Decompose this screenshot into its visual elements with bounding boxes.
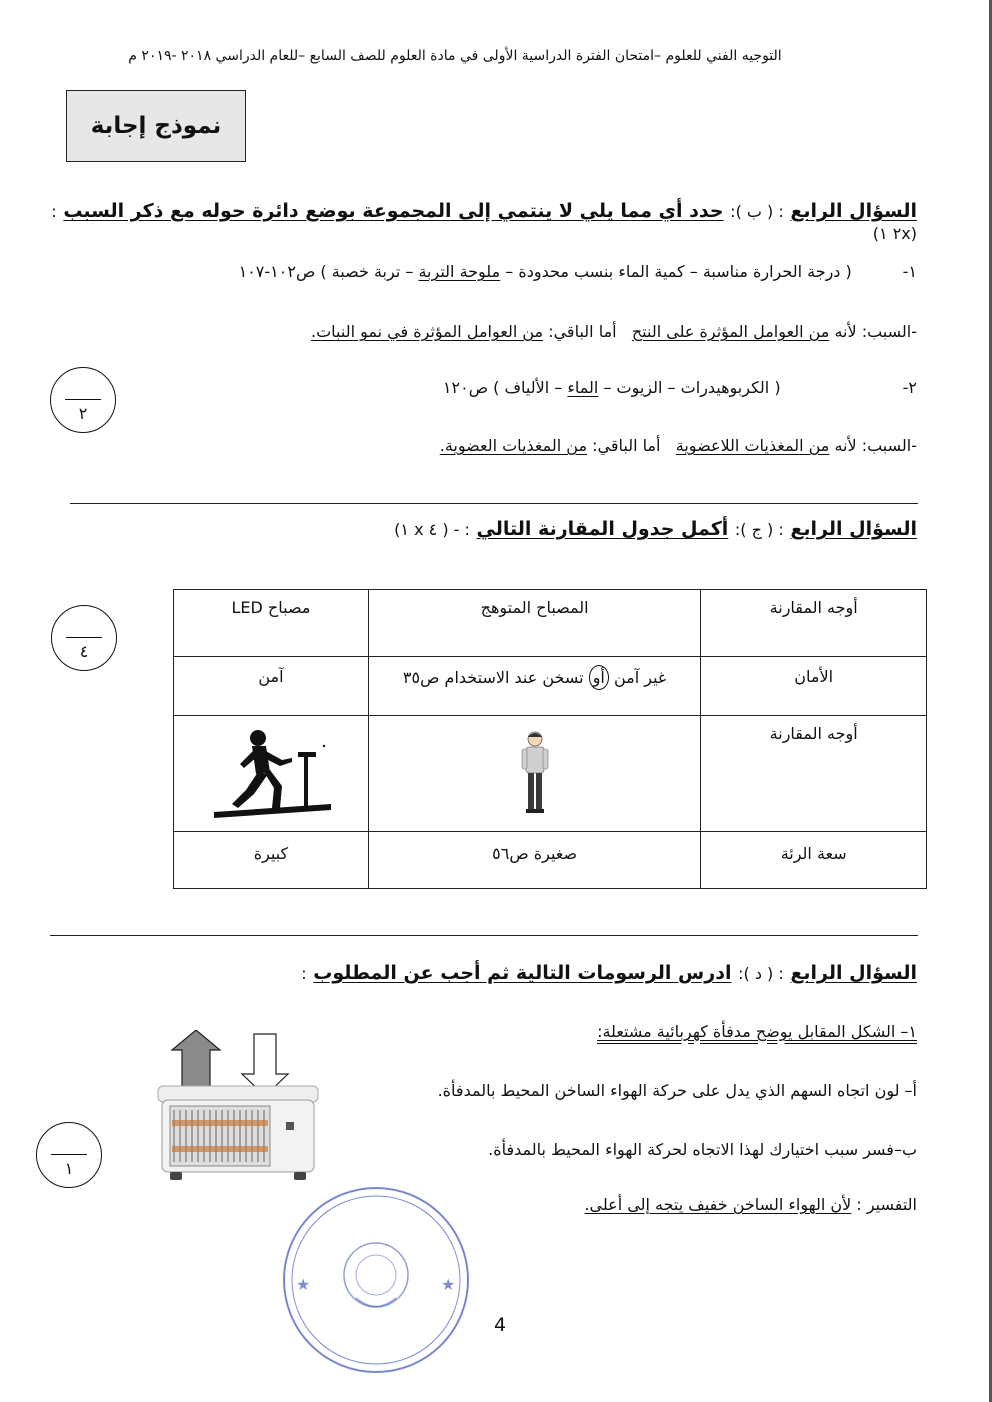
reason-answer: من العوامل المؤثرة على النتح — [631, 322, 830, 341]
score-circle-b — [50, 367, 116, 433]
table-cell — [368, 716, 700, 832]
svg-text:★: ★ — [296, 1275, 311, 1294]
item-text: ١– الشكل المقابل يوضح مدفأة كهربائية مشتعلة: — [597, 1022, 917, 1041]
item-number: ٢- — [902, 378, 917, 397]
question-tag: : ( د ): — [738, 964, 784, 983]
explanation-label: التفسير : — [856, 1195, 917, 1214]
page-number: 4 — [493, 1314, 507, 1336]
table-cell — [174, 716, 369, 832]
reason-answer-2: من المغذيات العضوية. — [439, 436, 588, 455]
table-cell — [368, 657, 700, 716]
score-value: ١ — [64, 1159, 74, 1178]
reason-mid: أما الباقي: — [548, 322, 617, 341]
item-d-b: ب–فسر سبب اختيارك لهذا الاتجاه لحركة الهواء المحيط بالمدفأة. — [488, 1140, 917, 1159]
question-c-title — [40, 518, 917, 540]
question-instruction: أكمل جدول المقارنة التالي — [476, 518, 729, 540]
table-row — [174, 657, 927, 716]
electric-heater-figure — [150, 1030, 325, 1195]
table-cell: كبيرة — [174, 832, 369, 889]
official-stamp-icon — [276, 1180, 476, 1380]
question-colon: : — [301, 964, 307, 983]
question-label: السؤال الرابع — [790, 962, 917, 984]
reason-mid: أما الباقي: — [592, 436, 661, 455]
comparison-table — [173, 589, 927, 889]
item-answer: الماء — [567, 378, 599, 397]
reason-answer: من المغذيات اللاعضوية — [675, 436, 830, 455]
table-cell: آمن — [174, 657, 369, 716]
question-tag: : ( ج ): — [734, 520, 784, 539]
item-2 — [60, 378, 917, 397]
table-header-cell: المصباح المتوهج — [368, 590, 700, 657]
score-value: ٢ — [78, 404, 88, 423]
item-text: ( الكربوهيدرات – الزيوت – — [603, 378, 781, 397]
explanation-answer: لأن الهواء الساخن خفيف يتجه إلى أعلى. — [584, 1195, 852, 1214]
item-d1 — [330, 1022, 917, 1041]
question-instruction: ادرس الرسومات التالية ثم أجب عن المطلوب — [313, 962, 732, 984]
treadmill-runner-figure — [206, 724, 336, 820]
question-d-title — [40, 962, 917, 984]
table-row — [174, 832, 927, 889]
circled-word: أو — [589, 665, 609, 690]
arrow-up-icon — [172, 1030, 220, 1092]
item-text-rest: – الألياف ) ص١٢٠ — [442, 378, 563, 397]
reason-answer-2: من العوامل المؤثرة في نمو النبات. — [311, 322, 544, 341]
reason-2 — [60, 436, 917, 455]
short-boy-figure — [515, 727, 555, 817]
cell-text: غير آمن — [613, 668, 667, 687]
question-tag: : ( ب ): — [730, 202, 784, 221]
item-answer: ملوحة التربة — [418, 262, 501, 281]
item-d-a: أ– لون اتجاه السهم الذي يدل على حركة الهواء الساخن المحيط بالمدفأة. — [437, 1081, 917, 1100]
table-cell: سعة الرئة — [701, 832, 927, 889]
score-value: ٤ — [79, 642, 89, 661]
score-circle-c — [51, 605, 117, 671]
table-header-cell: مصباح LED — [174, 590, 369, 657]
question-label: السؤال الرابع — [790, 200, 917, 222]
divider — [70, 503, 918, 504]
svg-text:★: ★ — [441, 1275, 456, 1294]
answer-model-box: نموذج إجابة — [66, 90, 246, 162]
reason-label: -السبب: لأنه — [834, 436, 917, 455]
table-cell: صغيرة ص٥٦ — [368, 832, 700, 889]
table-row — [174, 716, 927, 832]
question-marks: : - ( ٤ x ١) — [394, 520, 470, 539]
item-number: ١- — [902, 262, 917, 281]
question-label: السؤال الرابع — [790, 518, 917, 540]
reason-label: -السبب: لأنه — [834, 322, 917, 341]
cell-text: تسخن عند الاستخدام ص٣٥ — [402, 668, 584, 687]
question-instruction: حدد أي مما يلي لا ينتمي إلى المجموعة بوضع دائرة حوله مع ذكر السبب — [63, 200, 724, 222]
item-text-rest: – تربة خصبة ) ص١٠٢-١٠٧ — [238, 262, 414, 281]
exam-header: التوجيه الفني للعلوم –امتحان الفترة الدراسية الأولى في مادة العلوم للصف السابع –للعام الدراسي ٢٠١٨ -٢٠١٩ م — [128, 48, 782, 64]
item-1 — [60, 262, 917, 281]
table-header-cell: أوجه المقارنة — [701, 590, 927, 657]
score-circle-d — [36, 1122, 102, 1188]
reason-1 — [60, 322, 917, 341]
table-cell: أوجه المقارنة — [701, 716, 927, 832]
question-b-title — [40, 200, 917, 244]
question-marks: :(٢x ١) — [51, 202, 917, 243]
divider — [50, 935, 918, 936]
item-text: ( درجة الحرارة مناسبة – كمية الماء بنسب محدودة – — [505, 262, 852, 281]
table-cell: الأمان — [701, 657, 927, 716]
table-row — [174, 590, 927, 657]
